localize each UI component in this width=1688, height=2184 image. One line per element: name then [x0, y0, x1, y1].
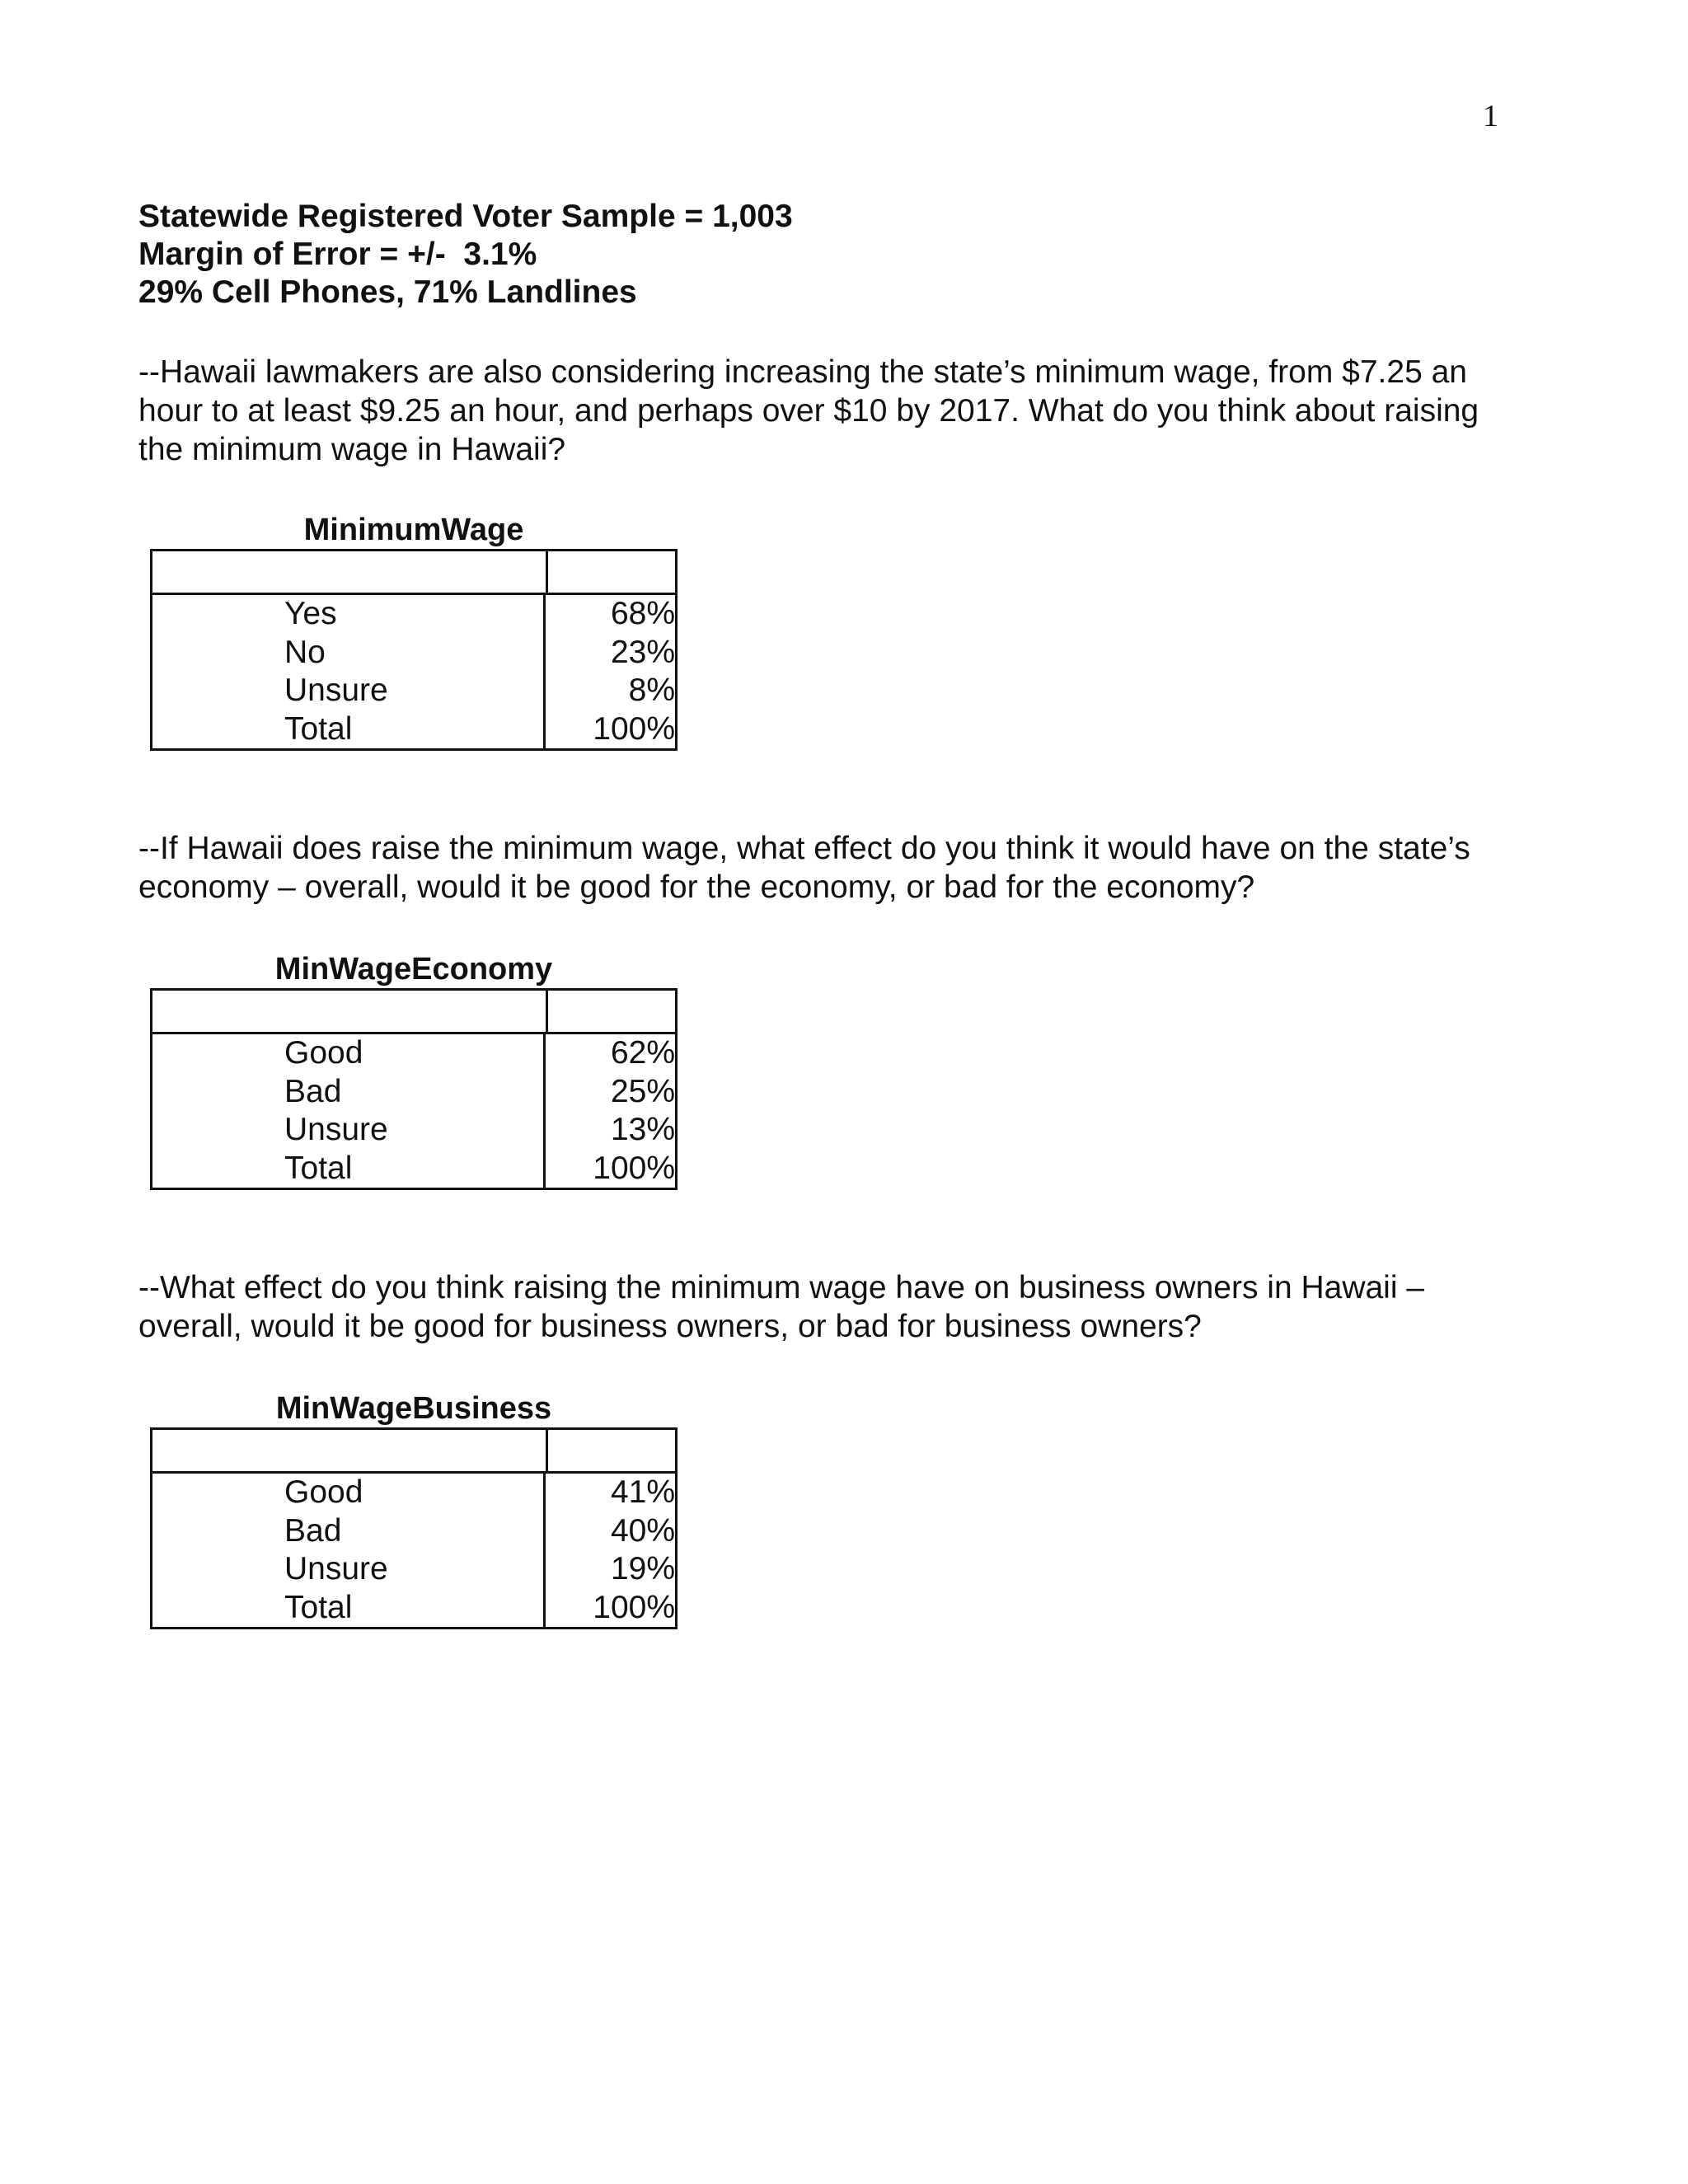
row-value-good: 41% — [610, 1474, 675, 1510]
table-labels-column — [152, 1474, 546, 1627]
table-header-cell — [152, 991, 548, 1032]
table-labels-column — [152, 1034, 546, 1188]
row-value-good: 62% — [610, 1035, 675, 1071]
margin-of-error-line: Margin of Error = +/- 3.1% — [138, 237, 537, 272]
row-label-no: No — [284, 634, 326, 670]
row-label-bad: Bad — [284, 1073, 342, 1109]
question-min-wage-economy — [138, 829, 1540, 907]
question-minimum-wage — [138, 353, 1540, 469]
question-line: hour to at least $9.25 an hour, and perhaps over $10 by 2017. What do you think about raising — [138, 393, 1479, 429]
table-header-row — [152, 551, 675, 595]
table-header-cell — [152, 551, 548, 593]
question-min-wage-business — [138, 1268, 1540, 1346]
table-min-wage-business — [150, 1427, 678, 1629]
sample-size-line: Statewide Registered Voter Sample = 1,003 — [138, 199, 793, 234]
table-values-column — [546, 595, 675, 748]
row-value-bad: 40% — [610, 1512, 675, 1549]
row-label-unsure: Unsure — [284, 1112, 388, 1147]
table-minimum-wage — [150, 549, 678, 751]
table-min-wage-economy — [150, 988, 678, 1190]
phone-mix-line: 29% Cell Phones, 71% Landlines — [138, 274, 637, 310]
row-value-total: 100% — [593, 710, 675, 747]
table-title-min-wage-business: MinWageBusiness — [275, 1391, 552, 1426]
row-value-bad: 25% — [610, 1073, 675, 1109]
table-labels-column — [152, 595, 546, 748]
row-value-yes: 68% — [610, 596, 675, 631]
question-line: --What effect do you think raising the minimum wage have on business owners in Hawaii – — [138, 1270, 1425, 1305]
row-value-unsure: 13% — [610, 1112, 675, 1147]
table-header-row — [152, 1430, 675, 1474]
row-label-bad: Bad — [284, 1512, 342, 1549]
row-label-total: Total — [284, 1589, 353, 1625]
row-label-total: Total — [284, 1150, 353, 1186]
table-values-column — [546, 1474, 675, 1627]
table-values-column — [546, 1034, 675, 1188]
page-number: 1 — [1483, 99, 1498, 134]
question-line: economy – overall, would it be good for the economy, or bad for the economy? — [138, 869, 1255, 905]
survey-header — [138, 198, 793, 312]
row-value-unsure: 19% — [610, 1551, 675, 1586]
row-value-total: 100% — [593, 1150, 675, 1186]
question-line: the minimum wage in Hawaii? — [138, 432, 566, 467]
row-label-yes: Yes — [284, 596, 337, 631]
table-title-minimum-wage: MinimumWage — [303, 513, 524, 547]
table-header-row — [152, 991, 675, 1034]
row-value-total: 100% — [593, 1589, 675, 1625]
row-label-good: Good — [284, 1474, 363, 1510]
question-line: overall, would it be good for business owners, or bad for business owners? — [138, 1309, 1202, 1344]
table-body — [152, 1034, 675, 1188]
row-value-unsure: 8% — [628, 673, 675, 708]
row-value-no: 23% — [610, 634, 675, 670]
question-line: --Hawaii lawmakers are also considering increasing the state’s minimum wage, from $7.25 an — [138, 354, 1467, 390]
row-label-good: Good — [284, 1035, 363, 1071]
table-body — [152, 1474, 675, 1627]
table-title-min-wage-economy: MinWageEconomy — [274, 952, 553, 987]
row-label-total: Total — [284, 710, 353, 747]
table-body — [152, 595, 675, 748]
question-line: --If Hawaii does raise the minimum wage, what effect do you think it would have on the state’s — [138, 831, 1470, 866]
row-label-unsure: Unsure — [284, 1551, 388, 1586]
table-header-cell — [152, 1430, 548, 1471]
row-label-unsure: Unsure — [284, 673, 388, 708]
